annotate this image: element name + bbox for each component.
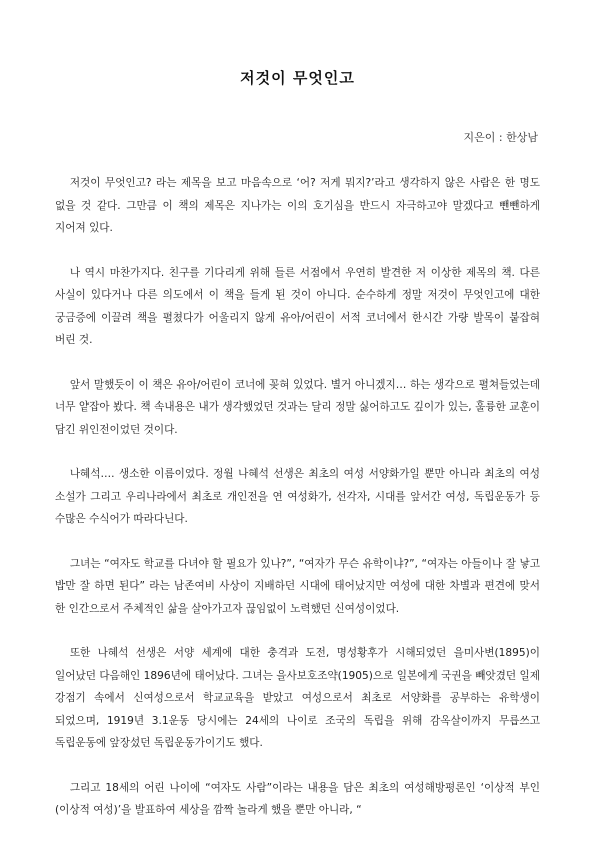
document-body	[55, 172, 540, 822]
paragraph-2: 나 역시 마찬가지다. 친구를 기다리게 위해 들른 서점에서 우연히 발견한 저 이상한 제목의 책. 다른 사실이 있다거나 다른 의도에서 이 책을 들게 된 것이 아니다. 순수하게 정말 저것이 무엇인고에 대한 궁금증에 이끌려 책을 펼쳤다가 어울리지 않게 유아/어린이 서적 코너에서 한시간 가량 발목이 붙잡혀 버린 것.	[55, 266, 540, 346]
author-line: 지은이 : 한상남	[463, 131, 538, 144]
paragraph-5: 그녀는 “여자도 학교를 다녀야 할 필요가 있나?”, “여자가 무슨 유학이냐?”, “여자는 아들이나 잘 낳고 밥만 잘 하면 된다” 라는 남존여비 사상이 지배하던 시대에 태어났지만 여성에 대한 차별과 편견에 맞서 한 인간으로서 주체적인 삶을 살아가고자 끊임없이 노력했던 신여성이었다.	[55, 557, 540, 615]
paragraph-7: 그리고 18세의 어린 나이에 “여자도 사람”이라는 내용을 담은 최초의 여성해방평론인 ‘이상적 부인(이상적 여성)’을 발표하여 세상을 깜짝 놀라게 했을 뿐만 아니라, “	[55, 781, 540, 816]
document-title: 저것이 무엇인고	[240, 69, 355, 87]
paragraph-3: 앞서 말했듯이 이 책은 유아/어린이 코너에 꽂혀 있었다. 별거 아니겠지… 하는 생각으로 펼쳐들었는데 너무 얕잡아 봤다. 책 속내용은 내가 생각했었던 것과는 달리 정말 싫어하고도 깊이가 있는, 훌륭한 교훈이 담긴 위인전이었던 것이다.	[55, 378, 540, 436]
paragraph-1: 저것이 무엇인고? 라는 제목을 보고 마음속으로 ‘어? 저게 뭐지?’라고 생각하지 않은 사람은 한 명도 없을 것 같다. 그만큼 이 책의 제목은 지나가는 이의 호기심을 반드시 자극하고야 말겠다고 뺀뺀하게 지어져 있다.	[55, 177, 540, 234]
paragraph-6: 또한 나혜석 선생은 서양 세계에 대한 충격과 도전, 명성황후가 시해되었던 을미사변(1895)이 일어났던 다음해인 1896년에 태어났다. 그녀는 을사보호조약(1905)으로 일본에게 국권을 빼앗겼던 일제 강점기 속에서 신여성으로서 학교교육을 받았고 여성으로서 최초로 서양화를 공부하는 유학생이 되었으며, 1919년 3.1운동 당시에는 24세의 나이로 조국의 독립을 위해 감옥살이까지 무릅쓰고 독립운동에 앞장섰던 독립운동가이기도 했다.	[55, 647, 540, 749]
paragraph-4: 나혜석…. 생소한 이름이었다. 정월 나혜석 선생은 최초의 여성 서양화가일 뿐만 아니라 최초의 여성 소설가 그리고 우리나라에서 최초로 개인전을 연 여성화가, 선각자, 시대를 앞서간 여성, 독립운동가 등 수많은 수식어가 따라다닌다.	[55, 468, 540, 525]
